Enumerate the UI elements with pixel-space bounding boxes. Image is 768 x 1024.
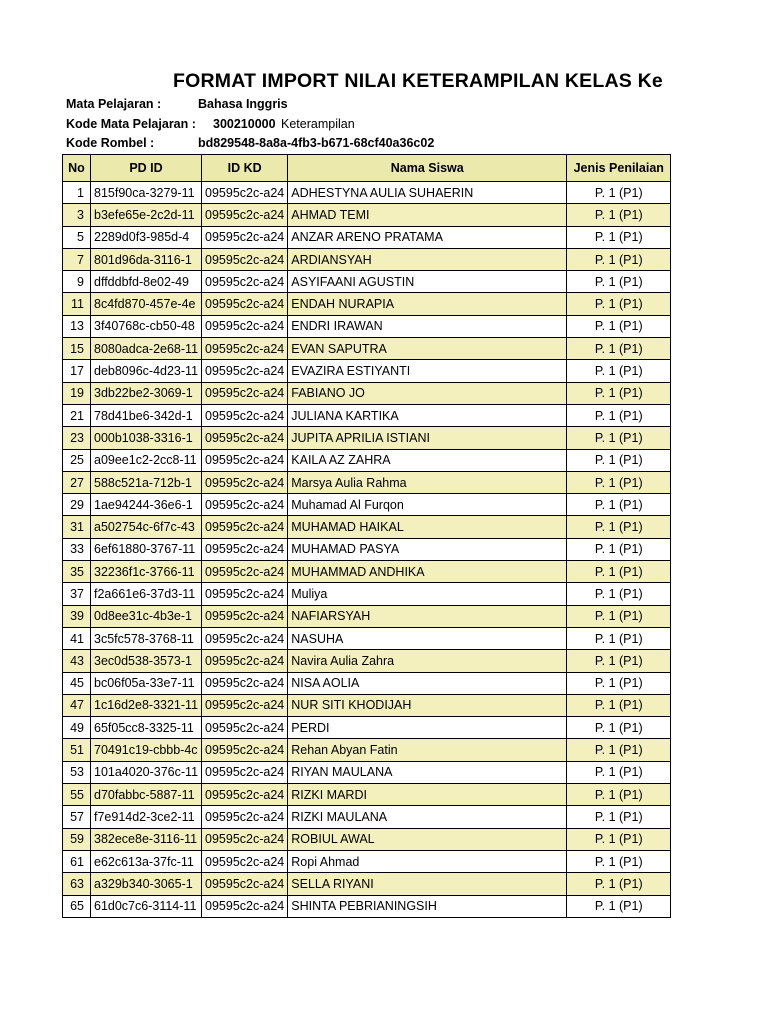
- cell-jenis-penilaian[interactable]: P. 1 (P1): [567, 850, 671, 872]
- header-id-kd: ID KD: [202, 155, 288, 182]
- cell-pd-id[interactable]: e62c613a-37fc-11: [91, 850, 202, 872]
- cell-jenis-penilaian[interactable]: P. 1 (P1): [567, 694, 671, 716]
- cell-nama-siswa[interactable]: ASYIFAANI AGUSTIN: [288, 271, 567, 293]
- cell-jenis-penilaian[interactable]: P. 1 (P1): [567, 516, 671, 538]
- cell-pd-id[interactable]: deb8096c-4d23-11: [91, 360, 202, 382]
- cell-pd-id[interactable]: d70fabbc-5887-11: [91, 784, 202, 806]
- table-row[interactable]: [63, 271, 671, 293]
- cell-id-kd[interactable]: 09595c2c-a24: [202, 293, 288, 315]
- cell-jenis-penilaian[interactable]: P. 1 (P1): [567, 248, 671, 270]
- cell-no[interactable]: 37: [63, 583, 91, 605]
- cell-pd-id[interactable]: 815f90ca-3279-11: [91, 182, 202, 204]
- table-row[interactable]: [63, 338, 671, 360]
- cell-pd-id[interactable]: 3ec0d538-3573-1: [91, 650, 202, 672]
- cell-nama-siswa[interactable]: ROBIUL AWAL: [288, 828, 567, 850]
- cell-id-kd[interactable]: 09595c2c-a24: [202, 204, 288, 226]
- kode-mapel-type: Keterampilan: [281, 117, 355, 131]
- meta-rombel: [66, 136, 435, 150]
- cell-no[interactable]: 17: [63, 360, 91, 382]
- cell-no[interactable]: 55: [63, 784, 91, 806]
- cell-nama-siswa[interactable]: JUPITA APRILIA ISTIANI: [288, 427, 567, 449]
- cell-id-kd[interactable]: 09595c2c-a24: [202, 360, 288, 382]
- table-row[interactable]: [63, 248, 671, 270]
- table-row[interactable]: [63, 516, 671, 538]
- cell-jenis-penilaian[interactable]: P. 1 (P1): [567, 182, 671, 204]
- cell-no[interactable]: 53: [63, 761, 91, 783]
- table-row[interactable]: [63, 561, 671, 583]
- cell-jenis-penilaian[interactable]: P. 1 (P1): [567, 449, 671, 471]
- cell-jenis-penilaian[interactable]: P. 1 (P1): [567, 471, 671, 493]
- cell-nama-siswa[interactable]: MUHAMMAD ANDHIKA: [288, 561, 567, 583]
- cell-jenis-penilaian[interactable]: P. 1 (P1): [567, 627, 671, 649]
- cell-pd-id[interactable]: 588c521a-712b-1: [91, 471, 202, 493]
- cell-nama-siswa[interactable]: MUHAMAD HAIKAL: [288, 516, 567, 538]
- cell-nama-siswa[interactable]: Ropi Ahmad: [288, 850, 567, 872]
- cell-pd-id[interactable]: 382ece8e-3116-11: [91, 828, 202, 850]
- cell-pd-id[interactable]: dffddbfd-8e02-49: [91, 271, 202, 293]
- cell-nama-siswa[interactable]: ENDAH NURAPIA: [288, 293, 567, 315]
- cell-id-kd[interactable]: 09595c2c-a24: [202, 404, 288, 426]
- table-row[interactable]: [63, 293, 671, 315]
- cell-no[interactable]: 5: [63, 226, 91, 248]
- cell-no[interactable]: 15: [63, 338, 91, 360]
- cell-nama-siswa[interactable]: RIZKI MARDI: [288, 784, 567, 806]
- table-row[interactable]: [63, 583, 671, 605]
- cell-jenis-penilaian[interactable]: P. 1 (P1): [567, 561, 671, 583]
- cell-no[interactable]: 13: [63, 315, 91, 337]
- cell-jenis-penilaian[interactable]: P. 1 (P1): [567, 717, 671, 739]
- cell-no[interactable]: 33: [63, 538, 91, 560]
- table-row[interactable]: [63, 538, 671, 560]
- cell-no[interactable]: 27: [63, 471, 91, 493]
- cell-jenis-penilaian[interactable]: P. 1 (P1): [567, 761, 671, 783]
- cell-id-kd[interactable]: 09595c2c-a24: [202, 315, 288, 337]
- cell-jenis-penilaian[interactable]: P. 1 (P1): [567, 338, 671, 360]
- cell-nama-siswa[interactable]: NASUHA: [288, 627, 567, 649]
- cell-id-kd[interactable]: 09595c2c-a24: [202, 226, 288, 248]
- table-row[interactable]: [63, 739, 671, 761]
- cell-pd-id[interactable]: 101a4020-376c-11: [91, 761, 202, 783]
- cell-nama-siswa[interactable]: Muhamad Al Furqon: [288, 494, 567, 516]
- table-row[interactable]: [63, 427, 671, 449]
- cell-jenis-penilaian[interactable]: P. 1 (P1): [567, 271, 671, 293]
- cell-id-kd[interactable]: 09595c2c-a24: [202, 895, 288, 917]
- cell-pd-id[interactable]: 32236f1c-3766-11: [91, 561, 202, 583]
- cell-pd-id[interactable]: a09ee1c2-2cc8-11: [91, 449, 202, 471]
- header-jenis-penilaian: Jenis Penilaian: [567, 155, 671, 182]
- kode-mapel-label: Kode Mata Pelajaran :: [66, 117, 196, 131]
- cell-no[interactable]: 63: [63, 873, 91, 895]
- cell-pd-id[interactable]: 8c4fd870-457e-4e: [91, 293, 202, 315]
- cell-no[interactable]: 31: [63, 516, 91, 538]
- cell-pd-id[interactable]: f2a661e6-37d3-11: [91, 583, 202, 605]
- cell-pd-id[interactable]: 0d8ee31c-4b3e-1: [91, 605, 202, 627]
- cell-jenis-penilaian[interactable]: P. 1 (P1): [567, 873, 671, 895]
- cell-no[interactable]: 47: [63, 694, 91, 716]
- cell-no[interactable]: 3: [63, 204, 91, 226]
- table-row[interactable]: [63, 182, 671, 204]
- table-row[interactable]: [63, 873, 671, 895]
- cell-nama-siswa[interactable]: NAFIARSYAH: [288, 605, 567, 627]
- cell-nama-siswa[interactable]: Marsya Aulia Rahma: [288, 471, 567, 493]
- cell-id-kd[interactable]: 09595c2c-a24: [202, 583, 288, 605]
- cell-nama-siswa[interactable]: MUHAMAD PASYA: [288, 538, 567, 560]
- kode-mapel-value: 300210000: [213, 117, 276, 131]
- cell-pd-id[interactable]: 8080adca-2e68-11: [91, 338, 202, 360]
- cell-nama-siswa[interactable]: JULIANA KARTIKA: [288, 404, 567, 426]
- table-row[interactable]: [63, 717, 671, 739]
- cell-jenis-penilaian[interactable]: P. 1 (P1): [567, 605, 671, 627]
- cell-no[interactable]: 7: [63, 248, 91, 270]
- mapel-label: Mata Pelajaran :: [66, 97, 162, 111]
- cell-jenis-penilaian[interactable]: P. 1 (P1): [567, 226, 671, 248]
- cell-pd-id[interactable]: 65f05cc8-3325-11: [91, 717, 202, 739]
- cell-nama-siswa[interactable]: RIZKI MAULANA: [288, 806, 567, 828]
- cell-id-kd[interactable]: 09595c2c-a24: [202, 248, 288, 270]
- cell-pd-id[interactable]: a329b340-3065-1: [91, 873, 202, 895]
- cell-no[interactable]: 11: [63, 293, 91, 315]
- cell-no[interactable]: 25: [63, 449, 91, 471]
- cell-nama-siswa[interactable]: Rehan Abyan Fatin: [288, 739, 567, 761]
- cell-id-kd[interactable]: 09595c2c-a24: [202, 650, 288, 672]
- cell-jenis-penilaian[interactable]: P. 1 (P1): [567, 583, 671, 605]
- cell-no[interactable]: 49: [63, 717, 91, 739]
- cell-jenis-penilaian[interactable]: P. 1 (P1): [567, 650, 671, 672]
- table-row[interactable]: [63, 226, 671, 248]
- cell-jenis-penilaian[interactable]: P. 1 (P1): [567, 828, 671, 850]
- table-row[interactable]: [63, 315, 671, 337]
- cell-id-kd[interactable]: 09595c2c-a24: [202, 449, 288, 471]
- cell-no[interactable]: 45: [63, 672, 91, 694]
- cell-pd-id[interactable]: 78d41be6-342d-1: [91, 404, 202, 426]
- cell-no[interactable]: 21: [63, 404, 91, 426]
- cell-id-kd[interactable]: 09595c2c-a24: [202, 338, 288, 360]
- cell-pd-id[interactable]: 3c5fc578-3768-11: [91, 627, 202, 649]
- cell-id-kd[interactable]: 09595c2c-a24: [202, 471, 288, 493]
- table-body: [63, 182, 671, 918]
- meta-kode-mapel: [66, 117, 355, 131]
- table-row[interactable]: [63, 806, 671, 828]
- table-row[interactable]: [63, 494, 671, 516]
- cell-no[interactable]: 29: [63, 494, 91, 516]
- table-row[interactable]: [63, 895, 671, 917]
- cell-pd-id[interactable]: b3efe65e-2c2d-11: [91, 204, 202, 226]
- cell-id-kd[interactable]: 09595c2c-a24: [202, 538, 288, 560]
- cell-pd-id[interactable]: 70491c19-cbbb-4c: [91, 739, 202, 761]
- cell-no[interactable]: 1: [63, 182, 91, 204]
- header-no: No: [63, 155, 91, 182]
- table-row[interactable]: [63, 404, 671, 426]
- cell-no[interactable]: 41: [63, 627, 91, 649]
- cell-jenis-penilaian[interactable]: P. 1 (P1): [567, 784, 671, 806]
- cell-id-kd[interactable]: 09595c2c-a24: [202, 739, 288, 761]
- meta-mapel: [66, 97, 288, 111]
- cell-no[interactable]: 9: [63, 271, 91, 293]
- cell-nama-siswa[interactable]: ENDRI IRAWAN: [288, 315, 567, 337]
- cell-no[interactable]: 23: [63, 427, 91, 449]
- header-pd-id: PD ID: [91, 155, 202, 182]
- cell-id-kd[interactable]: 09595c2c-a24: [202, 516, 288, 538]
- table-row[interactable]: [63, 784, 671, 806]
- table-header-row: [63, 155, 671, 182]
- cell-id-kd[interactable]: 09595c2c-a24: [202, 806, 288, 828]
- cell-id-kd[interactable]: 09595c2c-a24: [202, 561, 288, 583]
- table-row[interactable]: [63, 694, 671, 716]
- cell-nama-siswa[interactable]: ANZAR ARENO PRATAMA: [288, 226, 567, 248]
- cell-nama-siswa[interactable]: Navira Aulia Zahra: [288, 650, 567, 672]
- cell-jenis-penilaian[interactable]: P. 1 (P1): [567, 204, 671, 226]
- cell-no[interactable]: 51: [63, 739, 91, 761]
- cell-id-kd[interactable]: 09595c2c-a24: [202, 784, 288, 806]
- table-row[interactable]: [63, 672, 671, 694]
- mapel-value: Bahasa Inggris: [198, 97, 288, 111]
- cell-jenis-penilaian[interactable]: P. 1 (P1): [567, 806, 671, 828]
- cell-jenis-penilaian[interactable]: P. 1 (P1): [567, 360, 671, 382]
- table-row[interactable]: [63, 382, 671, 404]
- cell-nama-siswa[interactable]: FABIANO JO: [288, 382, 567, 404]
- cell-id-kd[interactable]: 09595c2c-a24: [202, 382, 288, 404]
- cell-id-kd[interactable]: 09595c2c-a24: [202, 672, 288, 694]
- cell-id-kd[interactable]: 09595c2c-a24: [202, 828, 288, 850]
- table-row[interactable]: [63, 828, 671, 850]
- cell-id-kd[interactable]: 09595c2c-a24: [202, 717, 288, 739]
- cell-pd-id[interactable]: 1c16d2e8-3321-11: [91, 694, 202, 716]
- cell-id-kd[interactable]: 09595c2c-a24: [202, 271, 288, 293]
- cell-pd-id[interactable]: 3f40768c-cb50-48: [91, 315, 202, 337]
- table-row[interactable]: [63, 605, 671, 627]
- cell-jenis-penilaian[interactable]: P. 1 (P1): [567, 404, 671, 426]
- cell-pd-id[interactable]: 1ae94244-36e6-1: [91, 494, 202, 516]
- cell-nama-siswa[interactable]: NISA AOLIA: [288, 672, 567, 694]
- table-row[interactable]: [63, 360, 671, 382]
- cell-nama-siswa[interactable]: SHINTA PEBRIANINGSIH: [288, 895, 567, 917]
- cell-pd-id[interactable]: 000b1038-3316-1: [91, 427, 202, 449]
- cell-no[interactable]: 19: [63, 382, 91, 404]
- page-title: FORMAT IMPORT NILAI KETERAMPILAN KELAS Ke: [173, 70, 663, 92]
- grades-table: [62, 154, 671, 918]
- table-row[interactable]: [63, 471, 671, 493]
- cell-pd-id[interactable]: 801d96da-3116-1: [91, 248, 202, 270]
- cell-nama-siswa[interactable]: KAILA AZ ZAHRA: [288, 449, 567, 471]
- cell-id-kd[interactable]: 09595c2c-a24: [202, 182, 288, 204]
- cell-id-kd[interactable]: 09595c2c-a24: [202, 427, 288, 449]
- cell-nama-siswa[interactable]: RIYAN MAULANA: [288, 761, 567, 783]
- table-row[interactable]: [63, 449, 671, 471]
- cell-id-kd[interactable]: 09595c2c-a24: [202, 494, 288, 516]
- cell-jenis-penilaian[interactable]: P. 1 (P1): [567, 382, 671, 404]
- cell-pd-id[interactable]: 3db22be2-3069-1: [91, 382, 202, 404]
- cell-jenis-penilaian[interactable]: P. 1 (P1): [567, 672, 671, 694]
- cell-jenis-penilaian[interactable]: P. 1 (P1): [567, 293, 671, 315]
- cell-no[interactable]: 57: [63, 806, 91, 828]
- cell-jenis-penilaian[interactable]: P. 1 (P1): [567, 895, 671, 917]
- cell-pd-id[interactable]: 2289d0f3-985d-4: [91, 226, 202, 248]
- header-nama-siswa: Nama Siswa: [288, 155, 567, 182]
- cell-id-kd[interactable]: 09595c2c-a24: [202, 605, 288, 627]
- cell-jenis-penilaian[interactable]: P. 1 (P1): [567, 739, 671, 761]
- cell-no[interactable]: 43: [63, 650, 91, 672]
- table-row[interactable]: [63, 627, 671, 649]
- table-row[interactable]: [63, 761, 671, 783]
- cell-id-kd[interactable]: 09595c2c-a24: [202, 694, 288, 716]
- cell-nama-siswa[interactable]: EVAZIRA ESTIYANTI: [288, 360, 567, 382]
- cell-jenis-penilaian[interactable]: P. 1 (P1): [567, 538, 671, 560]
- cell-nama-siswa[interactable]: NUR SITI KHODIJAH: [288, 694, 567, 716]
- cell-no[interactable]: 35: [63, 561, 91, 583]
- cell-id-kd[interactable]: 09595c2c-a24: [202, 761, 288, 783]
- cell-no[interactable]: 65: [63, 895, 91, 917]
- cell-jenis-penilaian[interactable]: P. 1 (P1): [567, 427, 671, 449]
- cell-id-kd[interactable]: 09595c2c-a24: [202, 627, 288, 649]
- cell-nama-siswa[interactable]: ADHESTYNA AULIA SUHAERIN: [288, 182, 567, 204]
- cell-pd-id[interactable]: a502754c-6f7c-43: [91, 516, 202, 538]
- cell-nama-siswa[interactable]: EVAN SAPUTRA: [288, 338, 567, 360]
- table-row[interactable]: [63, 650, 671, 672]
- cell-nama-siswa[interactable]: AHMAD TEMI: [288, 204, 567, 226]
- cell-jenis-penilaian[interactable]: P. 1 (P1): [567, 315, 671, 337]
- rombel-value: bd829548-8a8a-4fb3-b671-68cf40a36c02: [198, 136, 435, 150]
- cell-nama-siswa[interactable]: ARDIANSYAH: [288, 248, 567, 270]
- cell-pd-id[interactable]: 61d0c7c6-3114-11: [91, 895, 202, 917]
- cell-nama-siswa[interactable]: PERDI: [288, 717, 567, 739]
- rombel-label: Kode Rombel :: [66, 136, 155, 150]
- cell-id-kd[interactable]: 09595c2c-a24: [202, 850, 288, 872]
- cell-pd-id[interactable]: 6ef61880-3767-11: [91, 538, 202, 560]
- cell-no[interactable]: 39: [63, 605, 91, 627]
- cell-pd-id[interactable]: f7e914d2-3ce2-11: [91, 806, 202, 828]
- cell-pd-id[interactable]: bc06f05a-33e7-11: [91, 672, 202, 694]
- cell-no[interactable]: 61: [63, 850, 91, 872]
- cell-nama-siswa[interactable]: SELLA RIYANI: [288, 873, 567, 895]
- table-row[interactable]: [63, 204, 671, 226]
- cell-jenis-penilaian[interactable]: P. 1 (P1): [567, 494, 671, 516]
- table-row[interactable]: [63, 850, 671, 872]
- cell-no[interactable]: 59: [63, 828, 91, 850]
- cell-nama-siswa[interactable]: Muliya: [288, 583, 567, 605]
- cell-id-kd[interactable]: 09595c2c-a24: [202, 873, 288, 895]
